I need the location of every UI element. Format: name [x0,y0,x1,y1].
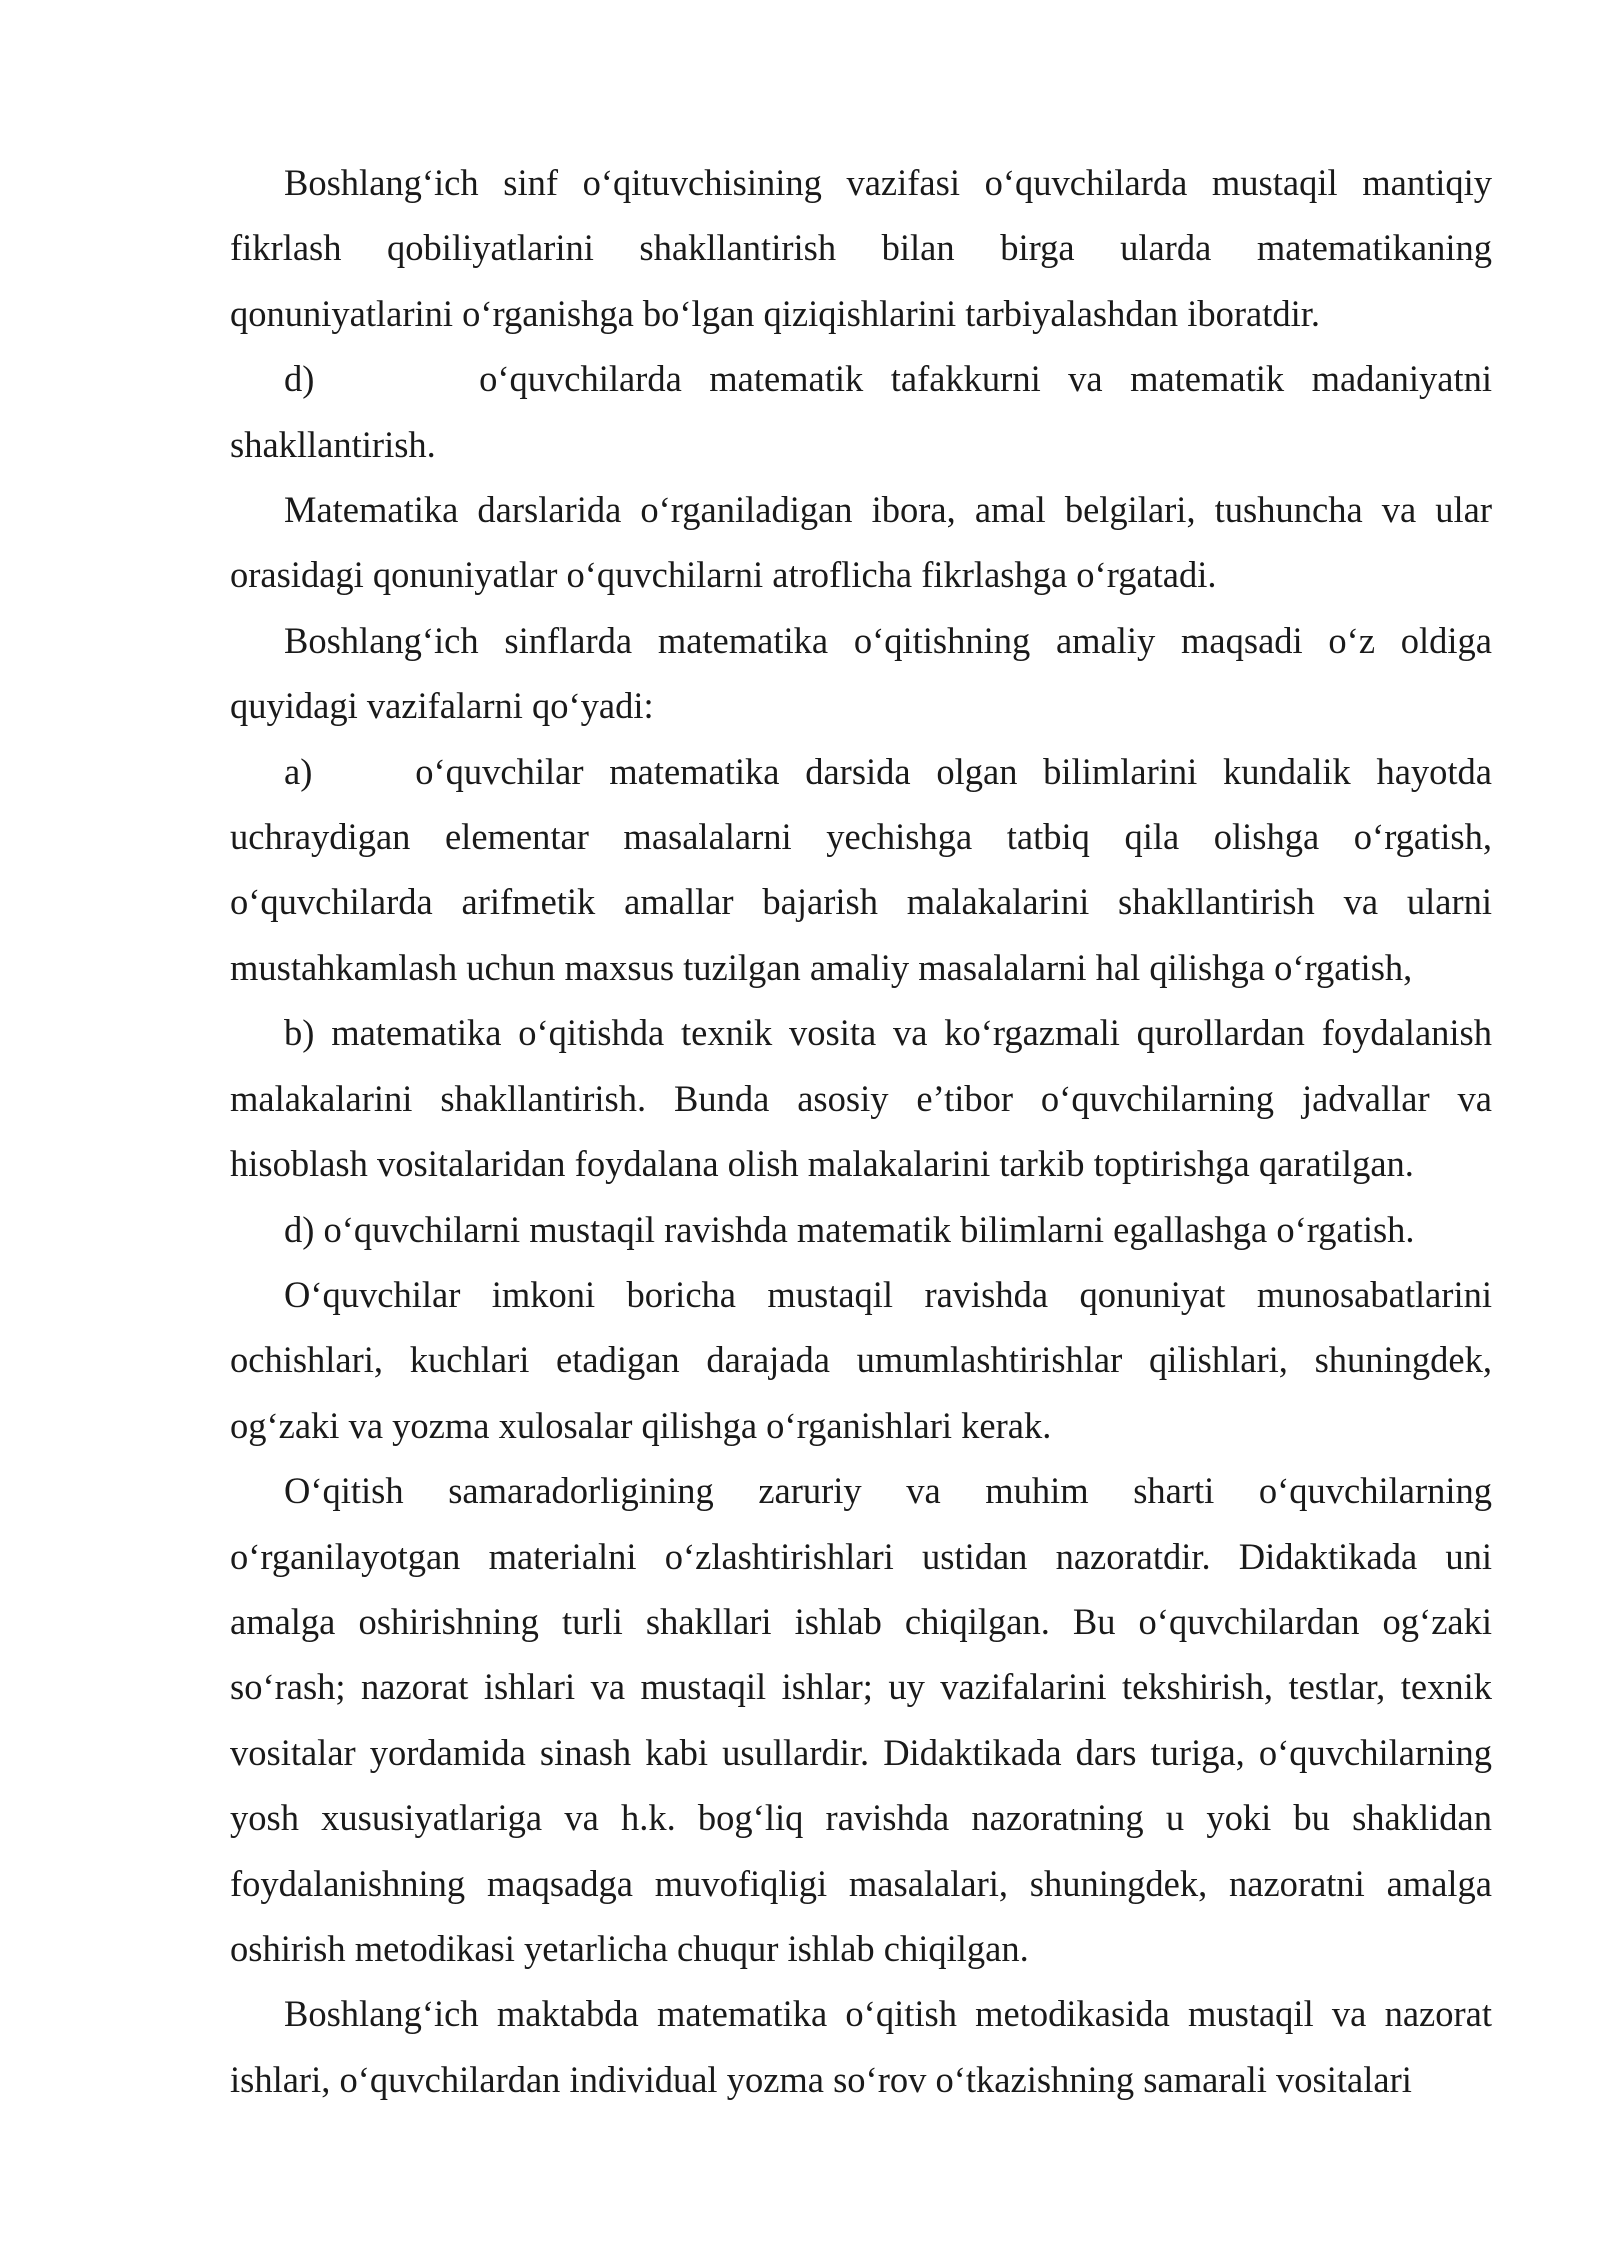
paragraph-item-d-independent: d) o‘quvchilarni mustaqil ravishda matematik bilimlarni egallashga o‘rgatish. [284,1208,1415,1250]
paragraph-item-d-thinking: d) o‘quvchilarda matematik tafakkurni va matematik madaniyatni shakllantirish. [230,358,1502,465]
paragraph-item-a: a) o‘quvchilar matematika darsida olgan bilimlarini kundalik hayotda uchraydigan elementar masalalarni yechishga tatbiq qila olishga o‘rgatish, o‘quvchilarda arifmetik amallar bajarish malakalarini shakllantirish va ularni mustahkamlash uchun maxsus tuzilgan amaliy masalalarni hal qilishga o‘rgatish, [230,750,1502,988]
document-body [230,150,1502,2112]
paragraph-practical-goal: Boshlang‘ich sinflarda matematika o‘qitishning amaliy maqsadi o‘z oldiga quyidagi vazifalarni qo‘yadi: [230,619,1492,727]
paragraph-item-b: b) matematika o‘qitishda texnik vosita va ko‘rgazmali qurollardan foydalanish malakalarini shakllantirish. Bunda asosiy e’tibor o‘quvchilarning jadvallar va hisoblash vositalaridan foydalana olish malakalarini tarkib toptirishga qaratilgan. [230,1012,1492,1185]
paragraph-primary-school-methods: Boshlang‘ich maktabda matematika o‘qitish metodikasida mustaqil va nazorat ishlari, o‘quvchilardan individual yozma so‘rov o‘tkazishning samarali vositalari [230,1993,1492,2100]
paragraph-math-lessons: Matematika darslarida o‘rganiladigan ibora, amal belgilari, tushuncha va ular orasidagi qonuniyatlar o‘quvchilarni atroflicha fikrlashga o‘rgatadi. [230,489,1492,596]
paragraph-control-efficiency: O‘qitish samaradorligining zaruriy va muhim sharti o‘quvchilarning o‘rganilayotgan materialni o‘zlashtirishlari ustidan nazoratdir. Didaktikada uni amalga oshirishning turli shakllari ishlab chiqilgan. Bu o‘quvchilardan og‘zaki so‘rash; nazorat ishlari va mustaqil ishlar; uy vazifalarini tekshirish, testlar, texnik vositalar yordamida sinash kabi usullardir. Didaktikada dars turiga, o‘quvchilarning yosh xususiyatlariga va h.k. bog‘liq ravishda nazoratning u yoki bu shaklidan foydalanishning maqsadga muvofiqligi masalalari, shuningdek, nazoratni amalga oshirish metodikasi yetarlicha chuqur ishlab chiqilgan. [230,1470,1492,1969]
paragraph-students-discover: O‘quvchilar imkoni boricha mustaqil ravishda qonuniyat munosabatlarini ochishlari, kuchlari etadigan darajada umumlashtirishlar qilishlari, shuningdek, og‘zaki va yozma xulosalar qilishga o‘rganishlari kerak. [230,1273,1492,1446]
paragraph-teacher-task: Boshlang‘ich sinf o‘qituvchisining vazifasi o‘quvchilarda mustaqil mantiqiy fikrlash qobiliyatlarini shakllantirish bilan birga ularda matematikaning qonuniyatlarini o‘rganishga bo‘lgan qiziqishlarini tarbiyalashdan iboratdir. [230,162,1492,334]
